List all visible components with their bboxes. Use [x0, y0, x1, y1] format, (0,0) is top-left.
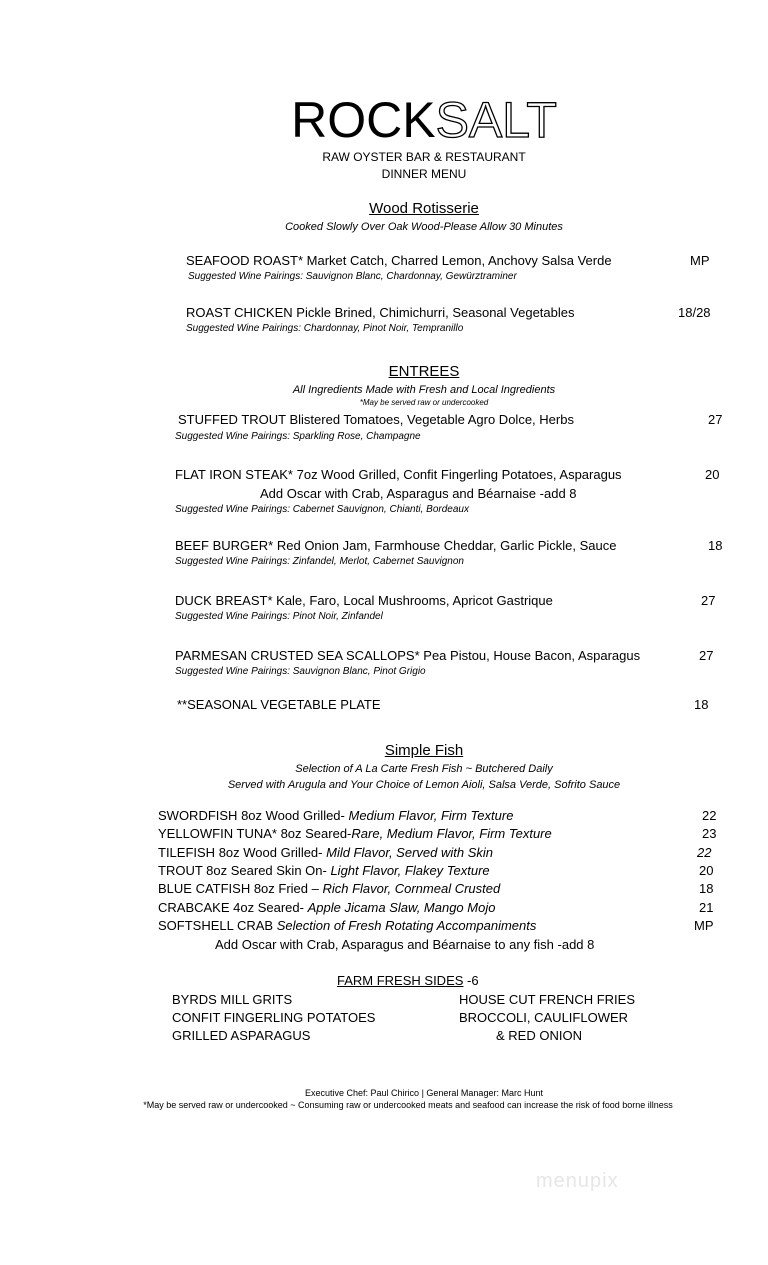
restaurant-subtitle: RAW OYSTER BAR & RESTAURANT	[322, 150, 526, 164]
item-desc: Market Catch, Charred Lemon, Anchovy Salsa Verde	[303, 253, 612, 268]
entrees-raw-note: *May be served raw or undercooked	[359, 398, 489, 407]
menu-item-beef-burger	[175, 537, 616, 554]
fish-item-softshell-crab	[158, 917, 536, 935]
wine-pairing: Suggested Wine Pairings: Sauvignon Blanc, Pinot Grigio	[175, 666, 426, 677]
fish-name: CRABCAKE	[158, 900, 230, 915]
simple-fish-note-2: Served with Arugula and Your Choice of Lemon Aioli, Salsa Verde, Sofrito Sauce	[227, 779, 621, 791]
entrees-note: All Ingredients Made with Fresh and Local Ingredients	[292, 384, 556, 396]
sides-price: -6	[463, 973, 479, 988]
side-item: BROCCOLI, CAULIFLOWER	[459, 1010, 629, 1025]
wine-pairing: Suggested Wine Pairings: Sparkling Rose, Champagne	[175, 431, 421, 442]
footer-staff: Executive Chef: Paul Chirico | General Manager: Marc Hunt	[305, 1088, 543, 1098]
fish-item-blue-catfish	[158, 880, 500, 898]
side-item: BYRDS MILL GRITS	[172, 992, 293, 1007]
item-price: 20	[705, 467, 720, 482]
fish-prep: 4oz Seared-	[229, 900, 308, 915]
item-name: SEAFOOD ROAST*	[186, 253, 304, 268]
item-price: MP	[690, 253, 710, 268]
item-desc: Pickle Brined, Chimichurri, Seasonal Vegetables	[292, 305, 575, 320]
fish-desc: Medium Flavor, Firm Texture	[348, 808, 514, 823]
fish-price: MP	[694, 918, 714, 933]
fish-item-trout	[158, 862, 490, 880]
item-price: 27	[699, 648, 714, 663]
section-title-rotisserie: Wood Rotisserie	[369, 200, 479, 217]
wine-pairing: Suggested Wine Pairings: Pinot Noir, Zinfandel	[175, 611, 383, 622]
fish-item-crabcake	[158, 899, 495, 917]
fish-desc: Mild Flavor, Served with Skin	[326, 845, 494, 860]
item-desc: 7oz Wood Grilled, Confit Fingerling Potatoes, Asparagus	[293, 467, 622, 482]
restaurant-logo	[0, 92, 768, 148]
logo-salt: SALT	[435, 92, 557, 148]
item-name: PARMESAN CRUSTED SEA SCALLOPS*	[175, 648, 420, 663]
item-name: BEEF BURGER*	[175, 538, 274, 553]
sides-title: FARM FRESH SIDES	[337, 973, 464, 988]
rotisserie-note: Cooked Slowly Over Oak Wood-Please Allow 30 Minutes	[285, 221, 563, 233]
sides-heading	[337, 972, 479, 990]
fish-price: 18	[699, 881, 714, 896]
watermark: menupix	[536, 1170, 619, 1192]
wine-pairing: Suggested Wine Pairings: Sauvignon Blanc, Chardonnay, Gewürztraminer	[188, 271, 517, 282]
item-name: DUCK BREAST*	[175, 593, 273, 608]
wine-pairing: Suggested Wine Pairings: Chardonnay, Pinot Noir, Tempranillo	[186, 323, 464, 334]
item-price: 27	[708, 412, 723, 427]
fish-item-tilefish	[158, 844, 493, 862]
item-desc: Kale, Faro, Local Mushrooms, Apricot Gastrique	[272, 593, 553, 608]
item-price: 18/28	[678, 305, 711, 320]
item-name: ROAST CHICKEN	[186, 305, 293, 320]
fish-name: BLUE CATFISH	[158, 881, 251, 896]
menu-item-stuffed-trout	[178, 411, 574, 428]
menu-item-seafood-roast	[186, 252, 612, 269]
item-name: FLAT IRON STEAK*	[175, 467, 293, 482]
item-desc: Red Onion Jam, Farmhouse Cheddar, Garlic Pickle, Sauce	[273, 538, 617, 553]
fish-name: TROUT	[158, 863, 203, 878]
menu-name: DINNER MENU	[381, 167, 467, 181]
fish-desc: Rare, Medium Flavor, Firm Texture	[351, 826, 552, 841]
item-desc: Pea Pistou, House Bacon, Asparagus	[419, 648, 641, 663]
fish-name: TILEFISH	[158, 845, 216, 860]
side-item: & RED ONION	[496, 1028, 582, 1043]
menu-item-flat-iron-steak	[175, 466, 622, 483]
item-name: STUFFED TROUT	[178, 412, 286, 427]
simple-fish-note-1: Selection of A La Carte Fresh Fish ~ Butchered Daily	[295, 763, 553, 775]
fish-price: 22	[697, 845, 712, 860]
fish-desc: Light Flavor, Flakey Texture	[330, 863, 490, 878]
item-extra: Add Oscar with Crab, Asparagus and Béarnaise -add 8	[260, 486, 577, 501]
wine-pairing: Suggested Wine Pairings: Zinfandel, Merlot, Cabernet Sauvignon	[175, 556, 464, 567]
fish-item-swordfish	[158, 807, 513, 825]
fish-price: 20	[699, 863, 714, 878]
fish-prep: 8oz Fried –	[250, 881, 323, 896]
fish-name: YELLOWFIN TUNA*	[158, 826, 277, 841]
side-item: CONFIT FINGERLING POTATOES	[172, 1010, 376, 1025]
fish-name: SOFTSHELL CRAB	[158, 918, 274, 933]
fish-price: 21	[699, 900, 714, 915]
simple-fish-oscar: Add Oscar with Crab, Asparagus and Béarnaise to any fish -add 8	[215, 937, 595, 952]
side-item: GRILLED ASPARAGUS	[172, 1028, 311, 1043]
fish-item-yellowfin-tuna	[158, 825, 552, 843]
footer-disclaimer: *May be served raw or undercooked ~ Consuming raw or undercooked meats and seafood can increase the risk of food borne illness	[143, 1100, 673, 1110]
wine-pairing: Suggested Wine Pairings: Cabernet Sauvignon, Chianti, Bordeaux	[175, 504, 469, 515]
fish-prep: 8oz Wood Grilled-	[215, 845, 327, 860]
logo-rock: ROCK	[291, 92, 436, 148]
fish-prep: 8oz Wood Grilled-	[237, 808, 349, 823]
item-price: 18	[694, 697, 709, 712]
item-price: 27	[701, 593, 716, 608]
item-price: 18	[708, 538, 723, 553]
menu-item-sea-scallops	[175, 647, 640, 664]
item-desc: Blistered Tomatoes, Vegetable Agro Dolce, Herbs	[285, 412, 574, 427]
fish-prep: 8oz Seared Skin On-	[202, 863, 331, 878]
menu-item-duck-breast	[175, 592, 553, 609]
fish-price: 22	[702, 808, 717, 823]
section-title-entrees: ENTREES	[388, 363, 460, 380]
menu-item-roast-chicken	[186, 304, 574, 321]
fish-desc: Selection of Fresh Rotating Accompaniments	[276, 918, 537, 933]
fish-desc: Apple Jicama Slaw, Mango Mojo	[307, 900, 496, 915]
fish-name: SWORDFISH	[158, 808, 238, 823]
fish-price: 23	[702, 826, 717, 841]
fish-prep: 8oz Seared-	[276, 826, 352, 841]
side-item: HOUSE CUT FRENCH FRIES	[459, 992, 635, 1007]
section-title-simple-fish: Simple Fish	[384, 742, 464, 759]
fish-desc: Rich Flavor, Cornmeal Crusted	[322, 881, 501, 896]
menu-item-seasonal-vegetable-plate: **SEASONAL VEGETABLE PLATE	[177, 697, 381, 712]
